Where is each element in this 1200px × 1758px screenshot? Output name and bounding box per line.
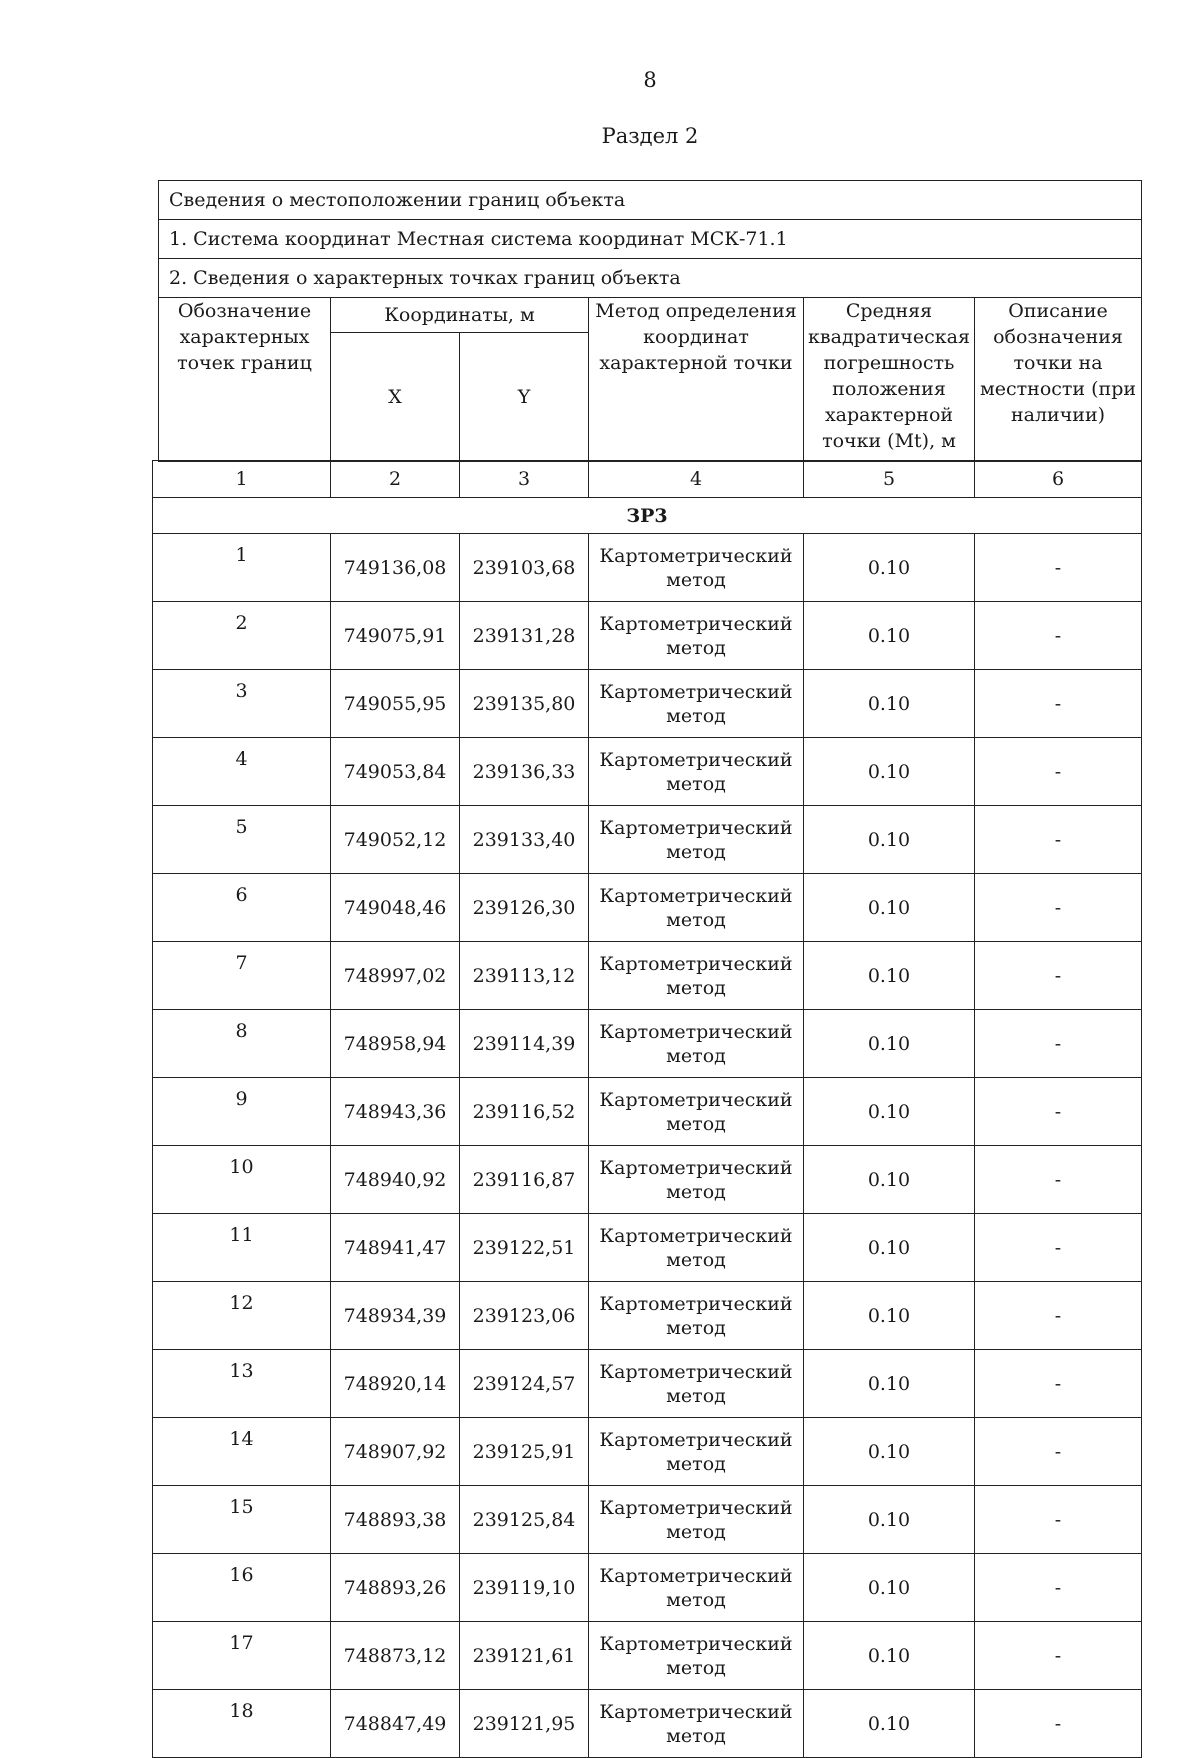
point-id: 5: [153, 806, 331, 874]
description-cell: -: [975, 738, 1142, 806]
point-id: 3: [153, 670, 331, 738]
x-coordinate: 748941,47: [331, 1214, 460, 1282]
method-text: Картометрический метод: [599, 612, 793, 659]
method-text: Картометрический метод: [599, 952, 793, 999]
y-coordinate: 239135,80: [460, 670, 589, 738]
accuracy-value: 0.10: [804, 1214, 975, 1282]
description-cell: -: [975, 1010, 1142, 1078]
y-coordinate: 239136,33: [460, 738, 589, 806]
accuracy-value: 0.10: [804, 874, 975, 942]
column-number: 3: [460, 461, 589, 498]
accuracy-value: 0.10: [804, 1282, 975, 1350]
point-id: 8: [153, 1010, 331, 1078]
coordinate-system: 1. Система координат Местная система координат МСК-71.1: [159, 220, 1142, 259]
method-cell: [589, 534, 804, 602]
info-row: [159, 181, 1142, 220]
description-cell: -: [975, 1554, 1142, 1622]
accuracy-value: 0.10: [804, 534, 975, 602]
column-numbers-row: [153, 461, 1142, 498]
table-row: [153, 942, 1142, 1010]
method-cell: [589, 602, 804, 670]
accuracy-value: 0.10: [804, 1350, 975, 1418]
method-text: Картометрический метод: [599, 1292, 793, 1339]
table-row: [153, 1214, 1142, 1282]
point-id: 12: [153, 1282, 331, 1350]
method-cell: [589, 1486, 804, 1554]
method-cell: [589, 1622, 804, 1690]
accuracy-value: 0.10: [804, 670, 975, 738]
point-id: 13: [153, 1350, 331, 1418]
column-number: 2: [331, 461, 460, 498]
method-cell: [589, 1282, 804, 1350]
point-id: 10: [153, 1146, 331, 1214]
table-row: [153, 738, 1142, 806]
table-row: [153, 1554, 1142, 1622]
y-coordinate: 239123,06: [460, 1282, 589, 1350]
header-y: Y: [460, 333, 589, 462]
method-text: Картометрический метод: [599, 680, 793, 727]
y-coordinate: 239119,10: [460, 1554, 589, 1622]
table-row: [153, 1418, 1142, 1486]
info-title: Сведения о местоположении границ объекта: [159, 181, 1142, 220]
method-cell: [589, 1214, 804, 1282]
method-cell: [589, 670, 804, 738]
header-accuracy: Средняя квадратическая погрешность положения характерной точки (Mt), м: [804, 298, 975, 462]
x-coordinate: 748893,26: [331, 1554, 460, 1622]
method-text: Картометрический метод: [599, 1020, 793, 1067]
x-coordinate: 749055,95: [331, 670, 460, 738]
y-coordinate: 239122,51: [460, 1214, 589, 1282]
accuracy-value: 0.10: [804, 1554, 975, 1622]
method-cell: [589, 1418, 804, 1486]
page-number: 8: [643, 68, 657, 92]
method-cell: [589, 1690, 804, 1758]
method-text: Картометрический метод: [599, 1224, 793, 1271]
description-cell: -: [975, 1214, 1142, 1282]
y-coordinate: 239113,12: [460, 942, 589, 1010]
method-cell: [589, 1146, 804, 1214]
accuracy-value: 0.10: [804, 738, 975, 806]
column-number: 6: [975, 461, 1142, 498]
accuracy-value: 0.10: [804, 806, 975, 874]
method-text: Картометрический метод: [599, 1360, 793, 1407]
point-id: 2: [153, 602, 331, 670]
description-cell: -: [975, 602, 1142, 670]
column-number: 4: [589, 461, 804, 498]
table-row: [153, 534, 1142, 602]
method-text: Картометрический метод: [599, 1700, 793, 1747]
column-number: 1: [153, 461, 331, 498]
accuracy-value: 0.10: [804, 1622, 975, 1690]
method-text: Картометрический метод: [599, 1088, 793, 1135]
table-row: [153, 1622, 1142, 1690]
x-coordinate: 748940,92: [331, 1146, 460, 1214]
table-row: [153, 1078, 1142, 1146]
table-row: [153, 1690, 1142, 1758]
points-info: 2. Сведения о характерных точках границ объекта: [159, 259, 1142, 298]
accuracy-value: 0.10: [804, 1010, 975, 1078]
y-coordinate: 239114,39: [460, 1010, 589, 1078]
table-row: [153, 1350, 1142, 1418]
method-text: Картометрический метод: [599, 1428, 793, 1475]
method-text: Картометрический метод: [599, 544, 793, 591]
method-cell: [589, 738, 804, 806]
table-row: [153, 602, 1142, 670]
info-row: [159, 220, 1142, 259]
header-description: Описание обозначения точки на местности (при наличии): [975, 298, 1142, 462]
table-row: [153, 874, 1142, 942]
y-coordinate: 239131,28: [460, 602, 589, 670]
y-coordinate: 239121,61: [460, 1622, 589, 1690]
method-cell: [589, 1010, 804, 1078]
x-coordinate: 749053,84: [331, 738, 460, 806]
description-cell: -: [975, 1146, 1142, 1214]
description-cell: -: [975, 1622, 1142, 1690]
x-coordinate: 748934,39: [331, 1282, 460, 1350]
x-coordinate: 748907,92: [331, 1418, 460, 1486]
point-id: 4: [153, 738, 331, 806]
method-cell: [589, 1554, 804, 1622]
y-coordinate: 239125,91: [460, 1418, 589, 1486]
table-row: [153, 806, 1142, 874]
x-coordinate: 748958,94: [331, 1010, 460, 1078]
point-id: 18: [153, 1690, 331, 1758]
point-id: 14: [153, 1418, 331, 1486]
header-method: Метод определения координат характерной точки: [589, 298, 804, 462]
header-coords: Координаты, м: [331, 298, 589, 333]
table-row: [153, 670, 1142, 738]
accuracy-value: 0.10: [804, 1690, 975, 1758]
group-label: ЗР3: [153, 498, 1142, 534]
description-cell: -: [975, 1350, 1142, 1418]
description-cell: -: [975, 1282, 1142, 1350]
column-number: 5: [804, 461, 975, 498]
x-coordinate: 749048,46: [331, 874, 460, 942]
x-coordinate: 749136,08: [331, 534, 460, 602]
method-cell: [589, 1350, 804, 1418]
table-row: [153, 1146, 1142, 1214]
method-text: Картометрический метод: [599, 1632, 793, 1679]
y-coordinate: 239125,84: [460, 1486, 589, 1554]
x-coordinate: 748893,38: [331, 1486, 460, 1554]
y-coordinate: 239121,95: [460, 1690, 589, 1758]
description-cell: -: [975, 1486, 1142, 1554]
table-row: [153, 1486, 1142, 1554]
y-coordinate: 239116,52: [460, 1078, 589, 1146]
point-id: 17: [153, 1622, 331, 1690]
method-cell: [589, 874, 804, 942]
x-coordinate: 748873,12: [331, 1622, 460, 1690]
point-id: 7: [153, 942, 331, 1010]
accuracy-value: 0.10: [804, 1418, 975, 1486]
table-row: [153, 1010, 1142, 1078]
point-id: 16: [153, 1554, 331, 1622]
header-table: [158, 180, 1142, 462]
method-cell: [589, 806, 804, 874]
x-coordinate: 748847,49: [331, 1690, 460, 1758]
x-coordinate: 748997,02: [331, 942, 460, 1010]
description-cell: -: [975, 874, 1142, 942]
method-cell: [589, 1078, 804, 1146]
x-coordinate: 749052,12: [331, 806, 460, 874]
coordinates-table: [152, 460, 1142, 1758]
point-id: 6: [153, 874, 331, 942]
header-point: Обозначение характерных точек границ: [159, 298, 331, 462]
method-cell: [589, 942, 804, 1010]
y-coordinate: 239124,57: [460, 1350, 589, 1418]
method-text: Картометрический метод: [599, 748, 793, 795]
section-title: Раздел 2: [601, 124, 699, 148]
accuracy-value: 0.10: [804, 602, 975, 670]
point-id: 1: [153, 534, 331, 602]
description-cell: -: [975, 1690, 1142, 1758]
table-row: [153, 1282, 1142, 1350]
point-id: 15: [153, 1486, 331, 1554]
method-text: Картометрический метод: [599, 1564, 793, 1611]
y-coordinate: 239126,30: [460, 874, 589, 942]
description-cell: -: [975, 806, 1142, 874]
description-cell: -: [975, 942, 1142, 1010]
method-text: Картометрический метод: [599, 884, 793, 931]
header-x: X: [331, 333, 460, 462]
description-cell: -: [975, 1418, 1142, 1486]
x-coordinate: 749075,91: [331, 602, 460, 670]
description-cell: -: [975, 534, 1142, 602]
description-cell: -: [975, 1078, 1142, 1146]
x-coordinate: 748920,14: [331, 1350, 460, 1418]
accuracy-value: 0.10: [804, 1146, 975, 1214]
y-coordinate: 239116,87: [460, 1146, 589, 1214]
method-text: Картометрический метод: [599, 1156, 793, 1203]
point-id: 11: [153, 1214, 331, 1282]
y-coordinate: 239133,40: [460, 806, 589, 874]
group-row: [153, 498, 1142, 534]
accuracy-value: 0.10: [804, 942, 975, 1010]
description-cell: -: [975, 670, 1142, 738]
point-id: 9: [153, 1078, 331, 1146]
accuracy-value: 0.10: [804, 1078, 975, 1146]
y-coordinate: 239103,68: [460, 534, 589, 602]
method-text: Картометрический метод: [599, 1496, 793, 1543]
column-header-row: [159, 298, 1142, 333]
info-row: [159, 259, 1142, 298]
method-text: Картометрический метод: [599, 816, 793, 863]
x-coordinate: 748943,36: [331, 1078, 460, 1146]
accuracy-value: 0.10: [804, 1486, 975, 1554]
